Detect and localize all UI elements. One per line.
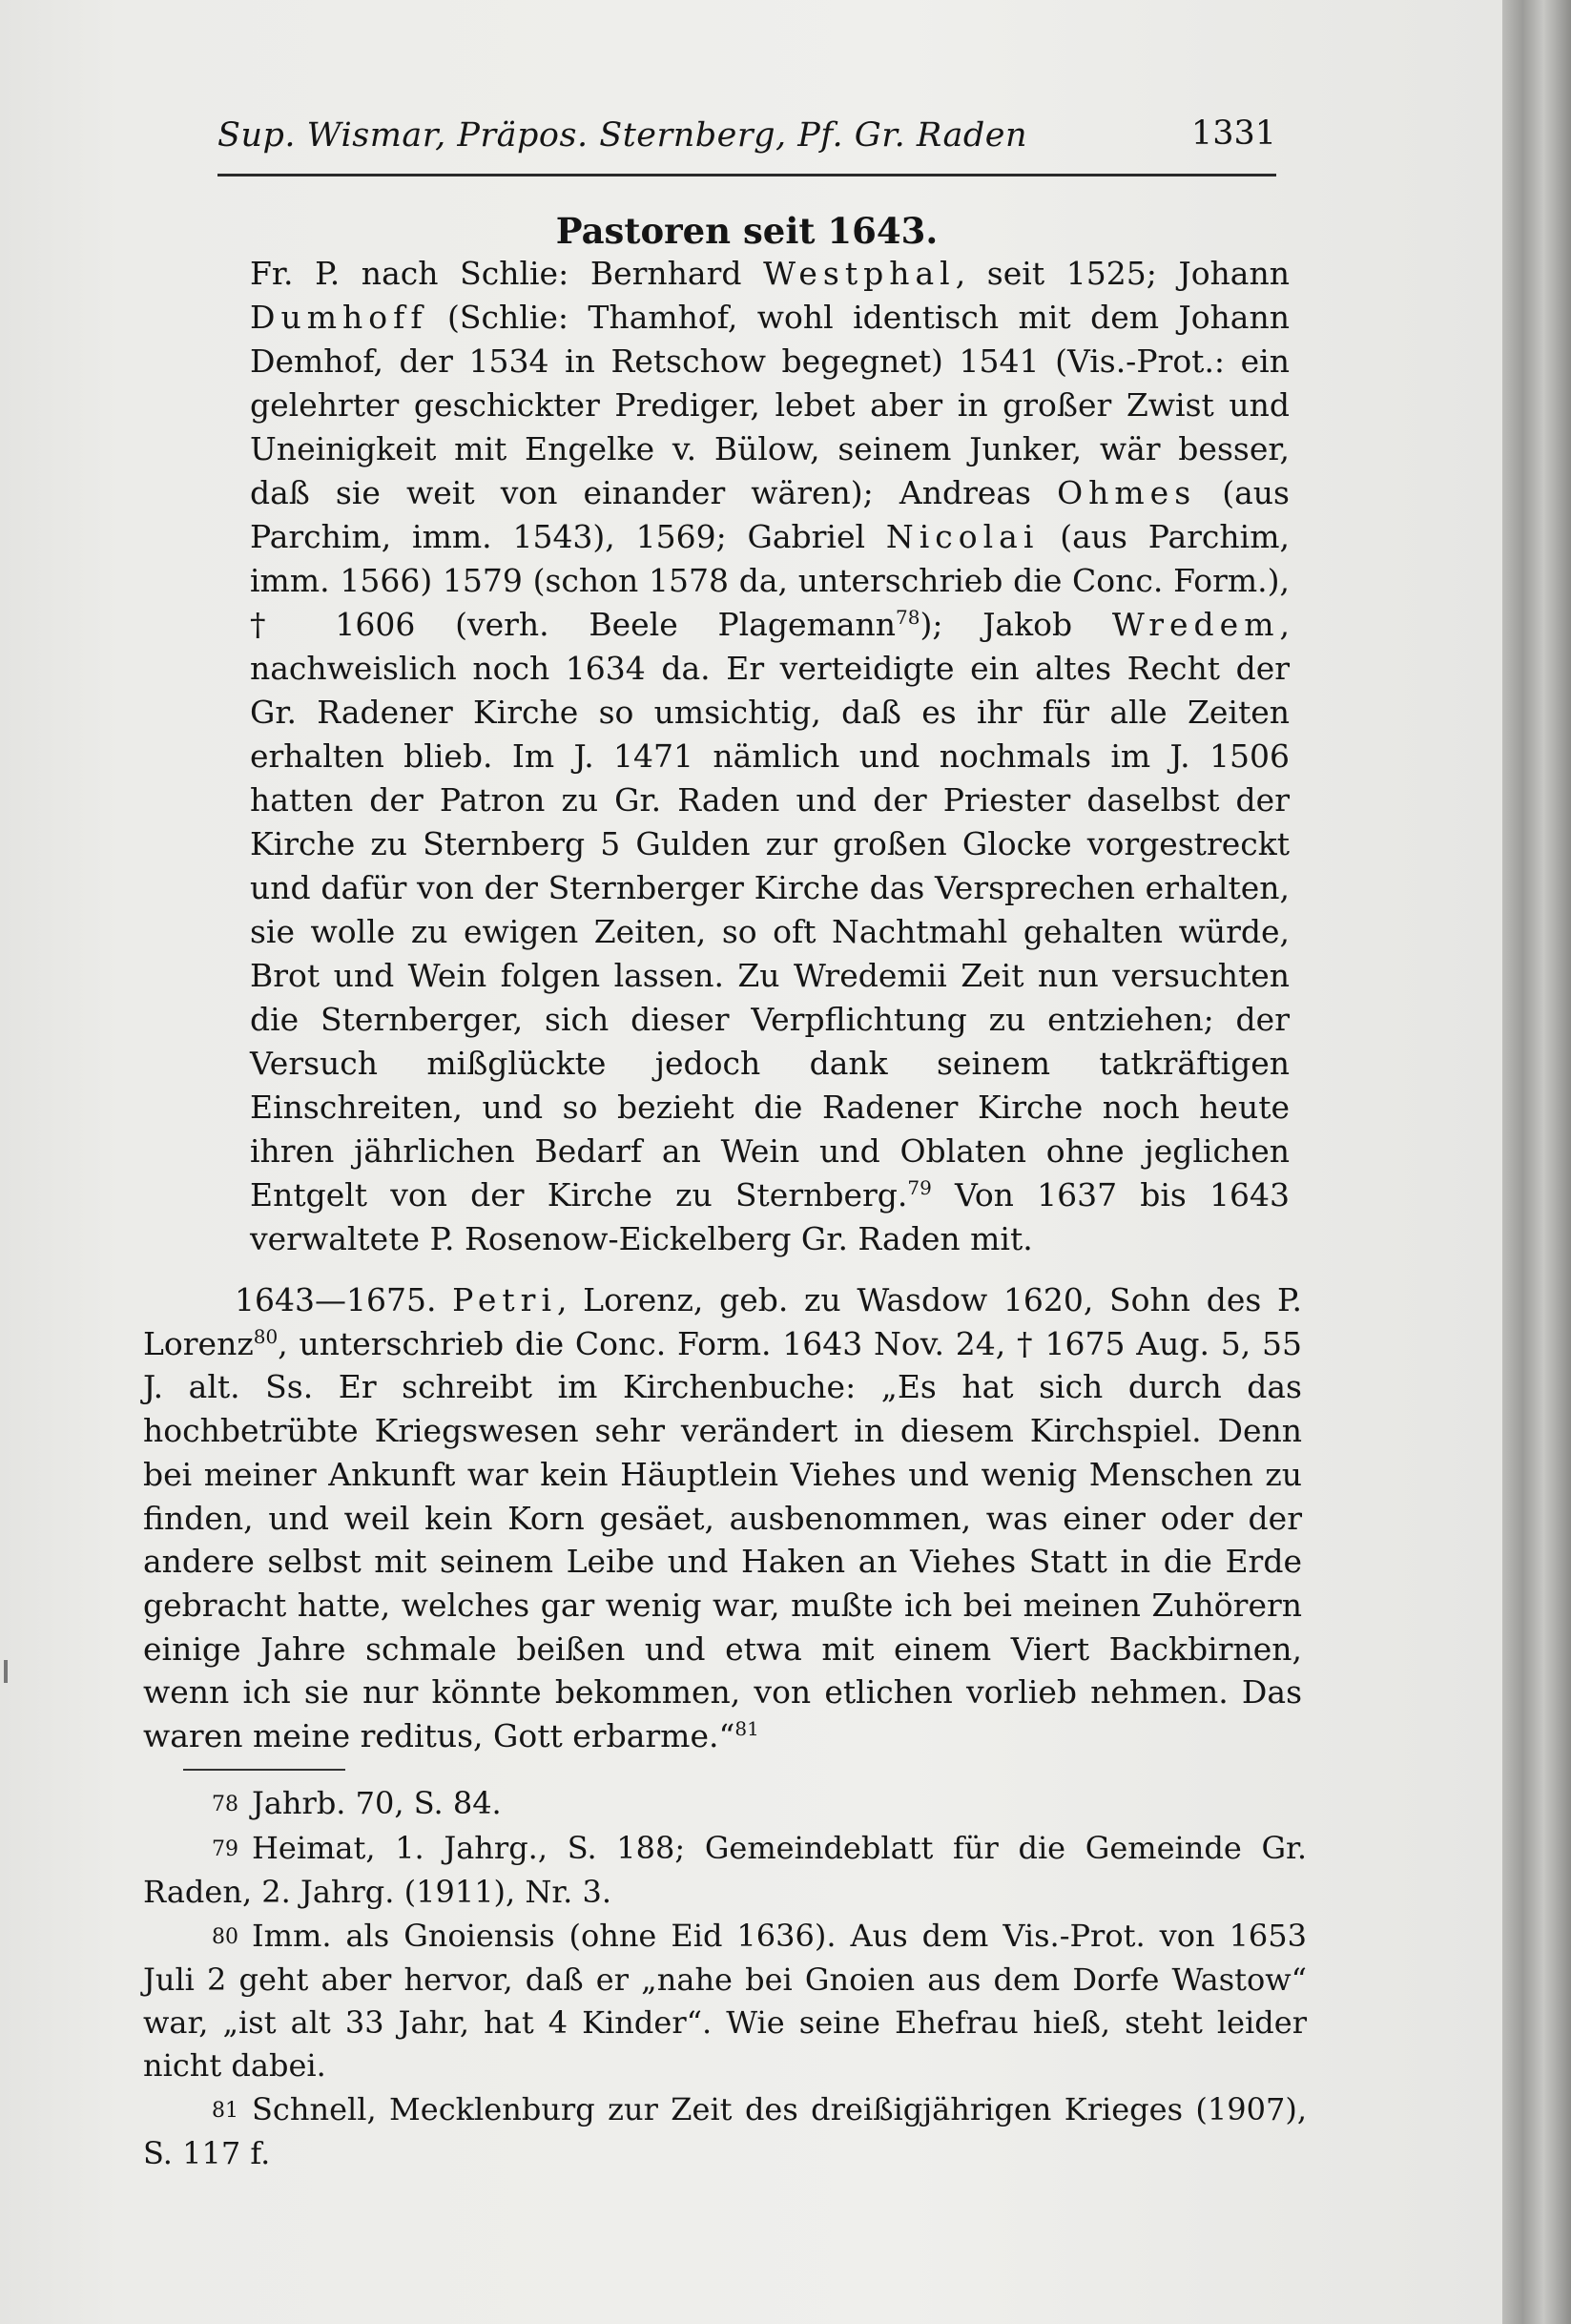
p2-text-2: , unterschrieb die Conc. Form. 1643 Nov. 24, † 1675 Aug. 5, 55 J. alt. Ss. Er schreibt im Kirchenbuche: „Es hat sich durch das hochbetrübte Kriegswesen sehr verändert in diesem Kirchspiel. Denn bei meiner Ankunft war kein Häuptlein Viehes und wenig Menschen zu finden, und weil kein Korn gesäet, ausbenommen, was einer oder der andere selbst mit seinem Leibe und Haken an Viehes Statt in die Erde gebracht hatte, welches gar wenig war, mußte ich bei meinen Zuhörern einige Jahre schmale beißen und etwa mit einem Viert Backbirnen, wenn ich sie nur könnte bekommen, von etlichen vorlieb nehmen. Das waren meine reditus, Gott erbarme.“: [143, 1324, 1302, 1755]
p1-text-6: , nachweislich noch 1634 da. Er verteidigte ein altes Recht der Gr. Radener Kirche so umsichtig, daß es ihr für alle Zeiten erhalten blieb. Im J. 1471 nämlich und nochmals im J. 1506 hatten der Patron zu Gr. Raden und der Priester daselbst der Kirche zu Sternberg 5 Gulden zur großen Glocke vorgestreckt und dafür von der Sternberger Kirche das Versprechen erhalten, sie wolle zu ewigen Zeiten, so oft Nachtmahl gehalten würde, Brot und Wein folgen lassen. Zu Wredemii Zeit nun versuchten die Sternberger, sich dieser Verpflichtung zu entziehen; der Versuch mißglückte jedoch dank seinem tatkräftigen Einschreiten, und so bezieht die Radener Kirche noch heute ihren jährlichen Bedarf an Wein und Oblaten ohne jeglichen Entgelt von der Kirche zu Sternberg.: [250, 606, 1290, 1214]
p2-text-1: , Lorenz, geb. zu Wasdow 1620, Sohn des P. Lorenz: [143, 1281, 1302, 1362]
footnote-ref-80: 80: [253, 1324, 279, 1348]
section-title: Pastoren seit 1643.: [555, 210, 939, 252]
footnote-80: [143, 1915, 1307, 2087]
footnote-number: 81: [212, 2099, 238, 2123]
page-edge-mark: [4, 1660, 8, 1683]
footnote-ref-81: 81: [734, 1717, 759, 1741]
p1-text-3: (aus Parchim, imm. 1543), 1569; Gabriel: [250, 474, 1290, 555]
p1-name-westphal: Westphal: [763, 255, 956, 292]
p2-name-petri: Petri: [452, 1281, 557, 1318]
footnote-79: [143, 1827, 1307, 1914]
page-number: 1331: [1190, 114, 1276, 153]
p1-lead: Fr. P. nach Schlie: Bernhard: [250, 255, 742, 292]
p1-text-5: ); Jakob: [920, 606, 1073, 643]
footnote-ref-79: 79: [907, 1176, 932, 1199]
p1-name-ohmes: Ohmes: [1057, 474, 1197, 511]
footnote-ref-78: 78: [896, 606, 920, 629]
p1-text-2: (Schlie: Thamhof, wohl identisch mit dem Johann Demhof, der 1534 in Retschow begegnet) 1541 (Vis.-Prot.: ein gelehrter geschickter Prediger, lebet aber in großer Zwist und Uneinigkeit mit Engelke v. Bülow, seinem Junker, wär besser, daß sie weit von einander wären); Andreas: [250, 299, 1290, 511]
footnote-81: [143, 2088, 1307, 2175]
paragraph-early-pastors: [250, 252, 1290, 1261]
footnote-text: Heimat, 1. Jahrg., S. 188; Gemeindeblatt für die Gemeinde Gr. Raden, 2. Jahrg. (1911), Nr. 3.: [143, 1830, 1307, 1910]
p1-text-7: Von 1637 bis 1643 verwaltete P. Rosenow-Eickelberg Gr. Raden mit.: [250, 1176, 1290, 1257]
footnote-78: [143, 1782, 1307, 1826]
running-head: Sup. Wismar, Präpos. Sternberg, Pf. Gr. Raden: [217, 116, 1028, 155]
footnote-text: Schnell, Mecklenburg zur Zeit des dreißigjährigen Krieges (1907), S. 117 f.: [143, 2091, 1307, 2171]
book-gutter: [1502, 0, 1571, 2324]
footnotes: [143, 1782, 1307, 2176]
p2-lead: 1643—1675.: [235, 1281, 437, 1318]
footnote-number: 79: [212, 1837, 238, 1861]
p1-name-nicolai: Nicolai: [885, 518, 1040, 555]
footnote-text: Imm. als Gnoiensis (ohne Eid 1636). Aus dem Vis.-Prot. von 1653 Juli 2 geht aber hervor, daß er „nahe bei Gnoien aus dem Dorfe Wastow“ war, „ist alt 33 Jahr, hat 4 Kinder“. Wie seine Ehefrau hieß, steht leider nicht dabei.: [143, 1918, 1307, 2084]
footnote-text: Jahrb. 70, S. 84.: [252, 1785, 502, 1821]
footnote-separator: [183, 1769, 345, 1771]
p1-name-wredem: Wredem: [1111, 606, 1280, 643]
page-header: [217, 113, 1276, 176]
footnote-number: 80: [212, 1925, 238, 1949]
p1-text-4: (aus Parchim, imm. 1566) 1579 (schon 1578 da, unterschrieb die Conc. Form.), † 1606 (verh. Beele Plagemann: [250, 518, 1290, 643]
paragraph-petri: [143, 1278, 1302, 1758]
footnote-number: 78: [212, 1793, 238, 1816]
p1-name-dumhoff: Dumhoff: [250, 299, 428, 336]
p1-text-1: , seit 1525; Johann: [955, 255, 1290, 292]
